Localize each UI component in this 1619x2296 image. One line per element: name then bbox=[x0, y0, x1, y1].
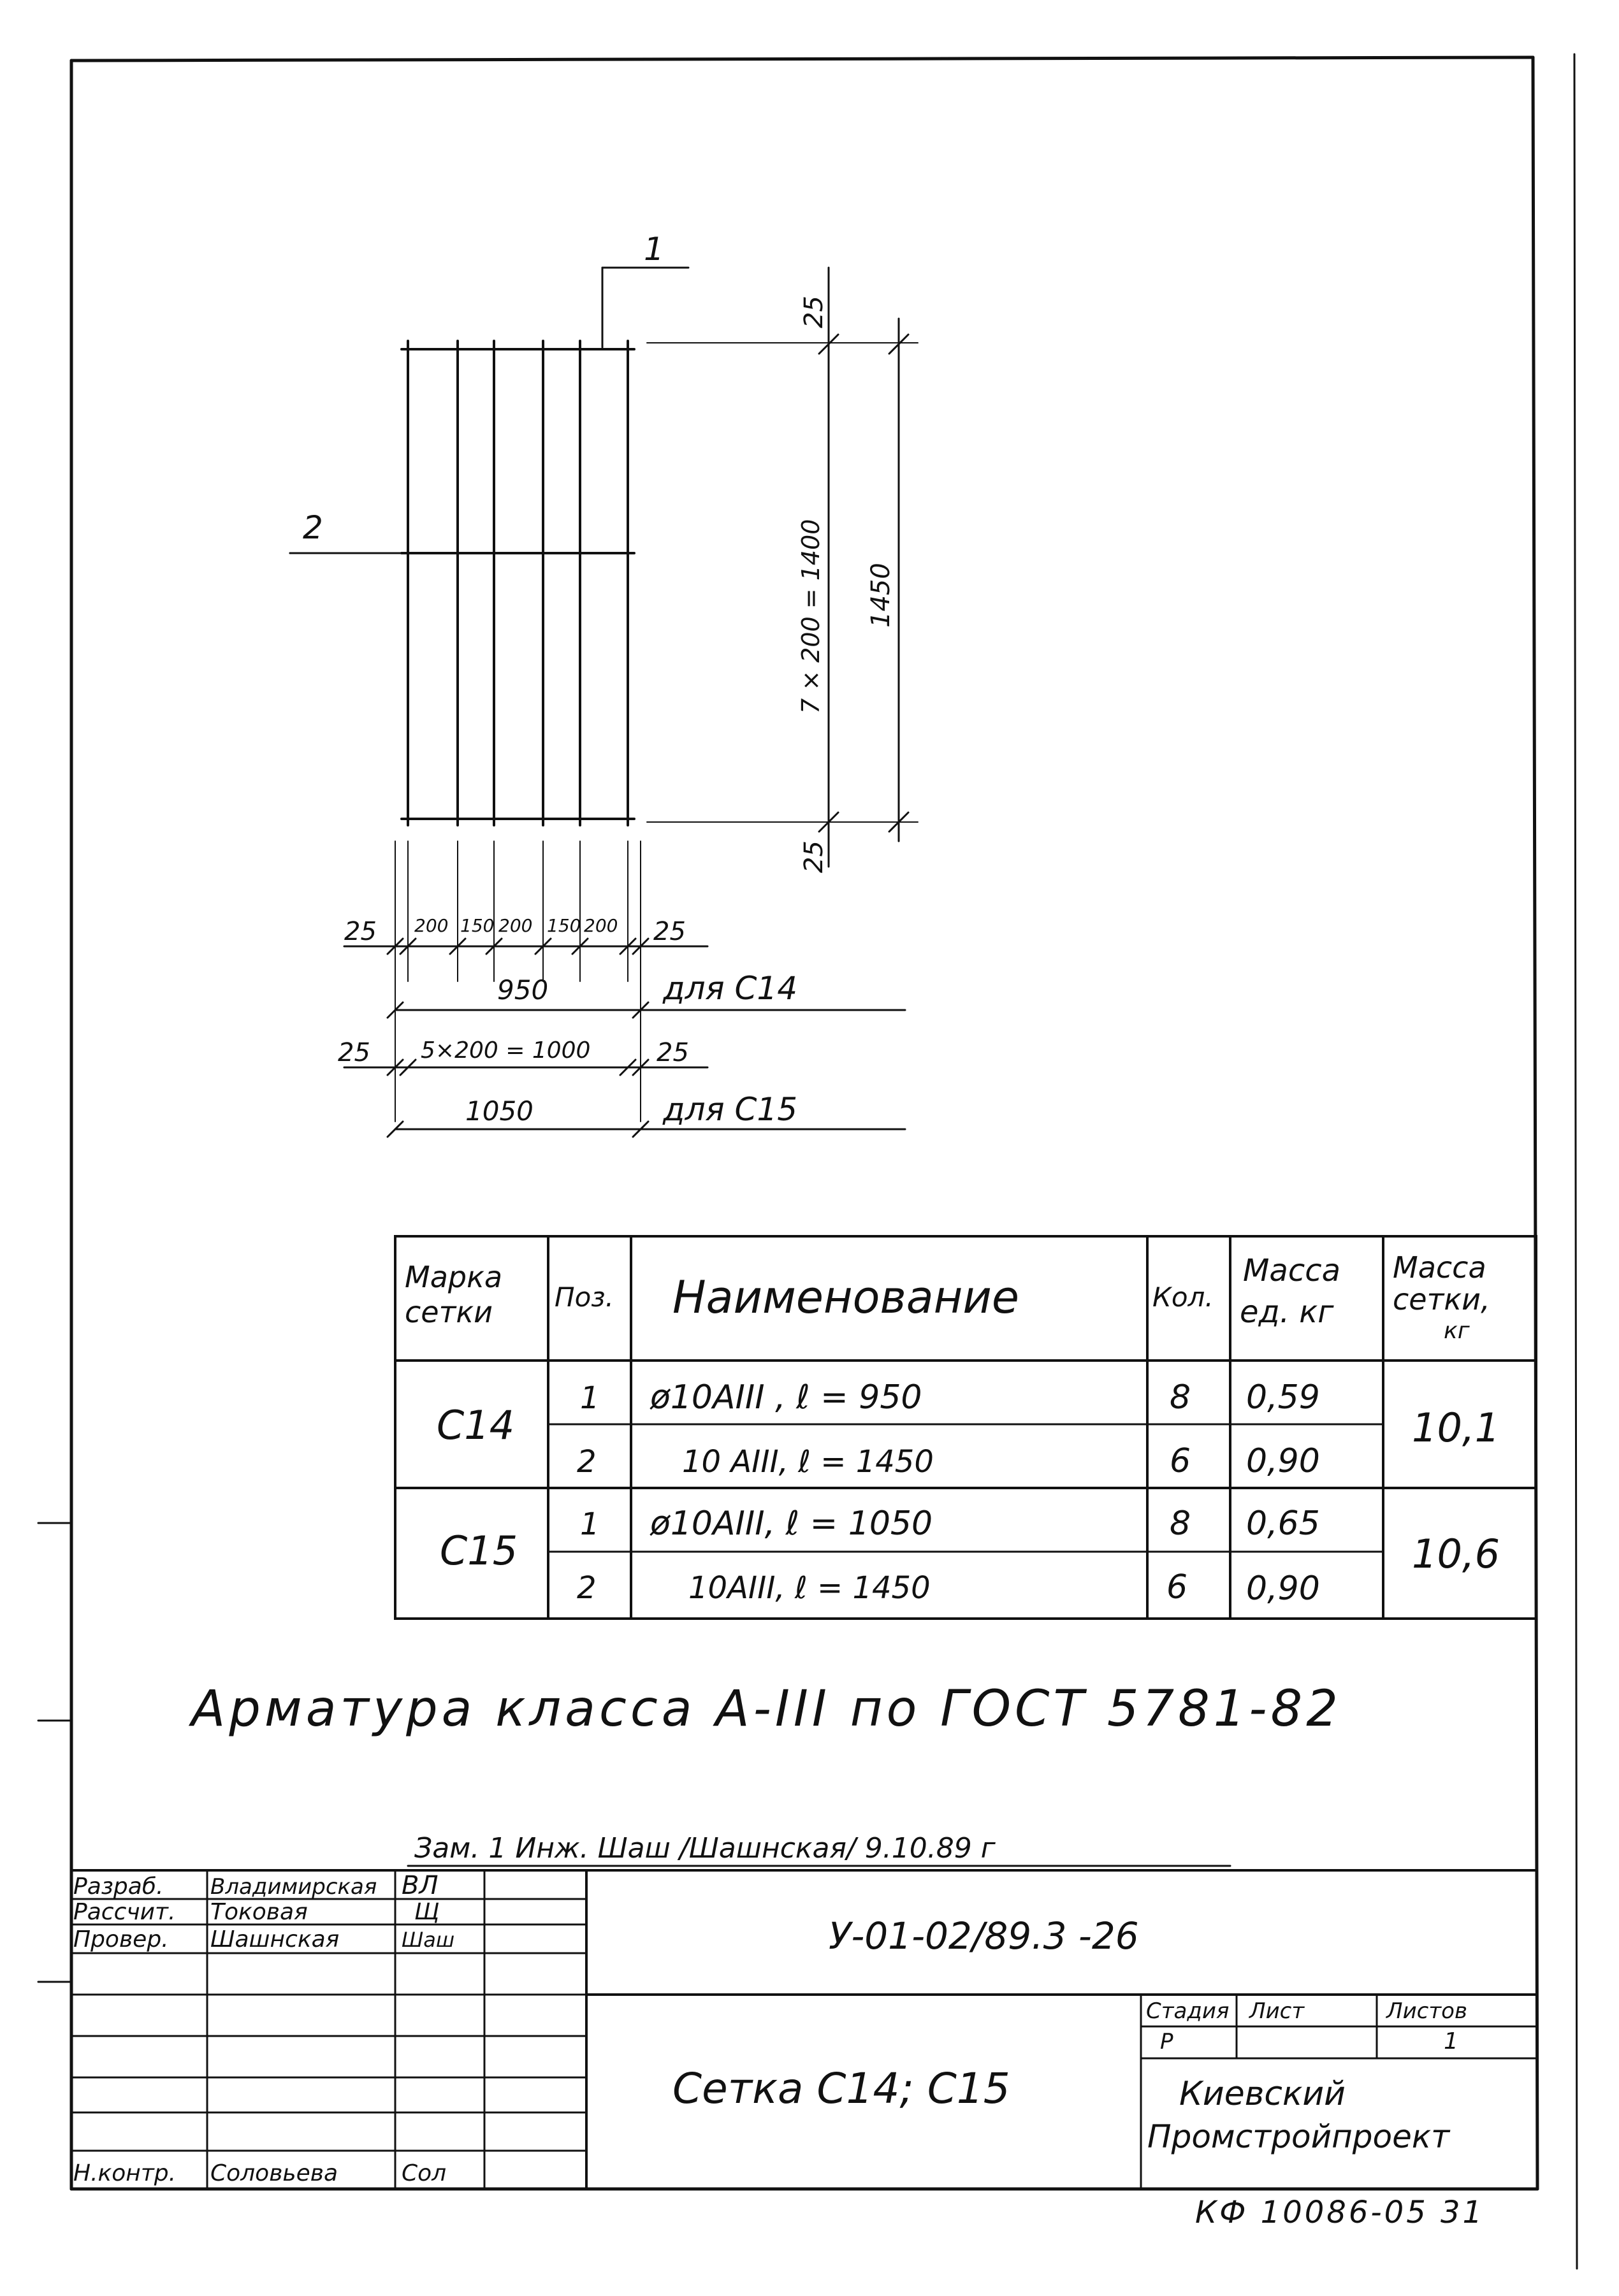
dim-vertical-span: 7 × 200 = 1400 bbox=[797, 519, 825, 714]
position-labels bbox=[303, 231, 664, 546]
sign-developer: ВЛ bbox=[402, 1871, 439, 1900]
dim-for-c14: для С14 bbox=[663, 970, 798, 1007]
dim-width-c15: 1050 bbox=[465, 1095, 534, 1127]
c15-row2-qty: 6 bbox=[1166, 1568, 1188, 1606]
mark-c14: С14 bbox=[437, 1402, 515, 1448]
mark-c15: С15 bbox=[440, 1527, 518, 1574]
name-calculated: Токовая bbox=[210, 1899, 308, 1925]
c14-row1-pos: 1 bbox=[580, 1380, 600, 1416]
dim-row3-right: 25 bbox=[657, 1038, 689, 1067]
dim-row1-right: 25 bbox=[653, 917, 686, 946]
dim-spacing-1: 200 bbox=[414, 915, 449, 936]
header-unit-mass-line2: ед. кг bbox=[1240, 1294, 1334, 1330]
dim-spacing-2: 150 bbox=[460, 915, 495, 936]
c14-row1-unit-mass: 0,59 bbox=[1246, 1378, 1320, 1417]
drawing-title: Сетка С14; С15 bbox=[672, 2064, 1010, 2113]
c14-row1-name: ø10АIII , ℓ = 950 bbox=[650, 1378, 922, 1417]
header-mark-line2: сетки bbox=[405, 1295, 493, 1329]
dim-spacing-4: 150 bbox=[547, 915, 581, 936]
c15-row1-unit-mass: 0,65 bbox=[1246, 1505, 1320, 1543]
c15-row2-unit-mass: 0,90 bbox=[1246, 1570, 1320, 1608]
name-norm-control: Соловьева bbox=[210, 2160, 338, 2186]
role-norm-control: Н.контр. bbox=[73, 2160, 177, 2186]
reinforcement-note: Арматура класса А-III по ГОСТ 5781-82 bbox=[191, 1680, 1342, 1738]
c15-row2-pos: 2 bbox=[577, 1570, 597, 1606]
mass-c15: 10,6 bbox=[1412, 1531, 1500, 1577]
c14-row1-qty: 8 bbox=[1170, 1378, 1191, 1417]
vertical-dimensions bbox=[647, 268, 918, 873]
c14-row2-unit-mass: 0,90 bbox=[1246, 1442, 1320, 1480]
sheets-label: Листов bbox=[1386, 1998, 1468, 2024]
footer-code: КФ 10086-05 31 bbox=[1195, 2195, 1485, 2230]
dim-row1-left: 25 bbox=[344, 917, 377, 946]
dim-top-25: 25 bbox=[799, 296, 829, 328]
organization-line1: Киевский bbox=[1179, 2075, 1346, 2113]
stage-value: Р bbox=[1160, 2029, 1173, 2054]
horizontal-dimensions bbox=[338, 841, 905, 1137]
sheets-value: 1 bbox=[1444, 2028, 1458, 2054]
c15-row1-name: ø10АIII, ℓ = 1050 bbox=[650, 1505, 933, 1543]
header-mesh-mass-line1: Масса bbox=[1393, 1250, 1486, 1285]
header-pos: Поз. bbox=[555, 1282, 614, 1313]
c15-row1-pos: 1 bbox=[580, 1506, 600, 1542]
c14-row2-qty: 6 bbox=[1170, 1442, 1191, 1480]
c14-row2-pos: 2 bbox=[577, 1444, 597, 1480]
revision-note: Зам. 1 Инж. Шаш /Шашнская/ 9.10.89 г bbox=[414, 1832, 996, 1865]
sign-checked: Шаш bbox=[402, 1928, 455, 1952]
mesh-drawing bbox=[290, 268, 688, 825]
title-block bbox=[71, 1870, 1536, 2189]
mass-c14: 10,1 bbox=[1412, 1404, 1500, 1451]
position-1-label: 1 bbox=[644, 231, 664, 268]
c15-row2-name: 10АIII, ℓ = 1450 bbox=[688, 1570, 931, 1606]
dim-row3-span: 5×200 = 1000 bbox=[421, 1037, 591, 1064]
name-checked: Шашнская bbox=[210, 1926, 340, 1953]
dim-width-c14: 950 bbox=[497, 974, 549, 1006]
organization-line2: Промстройпроект bbox=[1147, 2118, 1450, 2155]
spec-table bbox=[395, 1236, 1536, 1619]
sheet-label: Лист bbox=[1249, 1998, 1305, 2024]
header-mesh-mass-line2: сетки, bbox=[1393, 1282, 1490, 1317]
position-2-label: 2 bbox=[303, 509, 323, 546]
role-developer: Разраб. bbox=[73, 1874, 164, 1900]
sign-norm-control: Сол bbox=[402, 2160, 447, 2186]
role-checked: Провер. bbox=[73, 1926, 169, 1953]
header-mesh-mass-line3: кг bbox=[1444, 1318, 1470, 1344]
header-name: Наименование bbox=[672, 1271, 1019, 1324]
dim-for-c15: для С15 bbox=[663, 1091, 798, 1128]
dim-spacing-5: 200 bbox=[584, 915, 618, 936]
header-qty: Кол. bbox=[1152, 1282, 1214, 1313]
c15-row1-qty: 8 bbox=[1170, 1505, 1191, 1543]
sign-calculated: Щ bbox=[414, 1899, 440, 1925]
dim-spacing-3: 200 bbox=[498, 915, 533, 936]
name-developer: Владимирская bbox=[210, 1874, 377, 1900]
header-unit-mass-line1: Масса bbox=[1243, 1253, 1341, 1289]
role-calculated: Рассчит. bbox=[73, 1899, 176, 1925]
dim-total-height: 1450 bbox=[866, 563, 896, 628]
dim-bottom-25: 25 bbox=[799, 841, 829, 873]
c14-row2-name: 10 АIII, ℓ = 1450 bbox=[682, 1444, 934, 1480]
doc-number: У-01-02/89.3 -26 bbox=[829, 1914, 1139, 1958]
stage-label: Стадия bbox=[1146, 1998, 1230, 2024]
header-mark-line1: Марка bbox=[405, 1260, 503, 1294]
dim-row3-left: 25 bbox=[338, 1038, 370, 1067]
